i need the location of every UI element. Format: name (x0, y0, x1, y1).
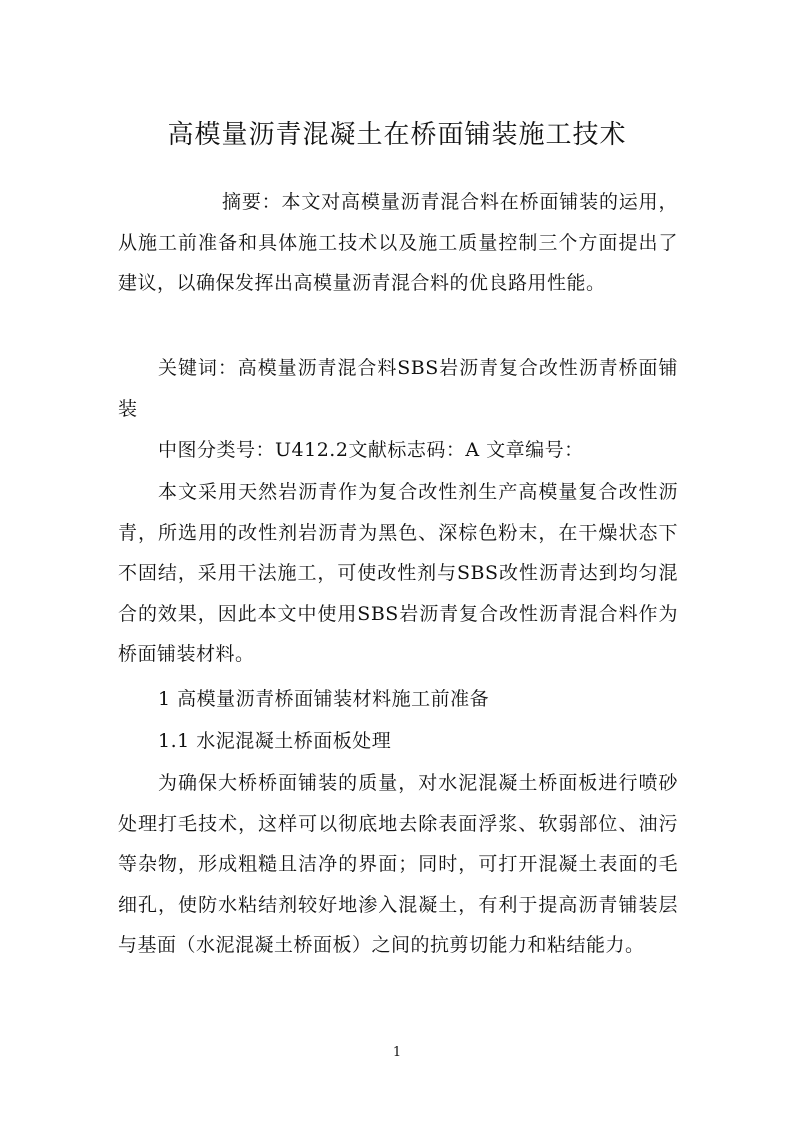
classification-line: 中图分类号：U412.2文献标志码：A 文章编号： (158, 439, 584, 461)
section-1-1-heading: 1.1 水泥混凝土桥面板处理 (158, 730, 392, 752)
section-1-1-body (118, 763, 678, 966)
keywords-block (118, 348, 678, 429)
abstract-block (118, 182, 678, 304)
abstract-paragraph: 摘要：本文对高模量沥青混合料在桥面铺装的运用，从施工前准备和具体施工技术以及施工质量控制三个方面提出了建议，以确保发挥出高模量沥青混合料的优良路用性能。 (118, 191, 678, 294)
section-1-heading: 1 高模量沥青桥面铺装材料施工前准备 (158, 688, 490, 710)
keywords-paragraph: 关键词：高模量沥青混合料SBS岩沥青复合改性沥青桥面铺装 (118, 357, 678, 420)
page-number: 1 (392, 1045, 402, 1060)
classification-block (118, 430, 678, 471)
intro-paragraph: 本文采用天然岩沥青作为复合改性剂生产高模量复合改性沥青，所选用的改性剂岩沥青为黑色、深棕色粉末，在干燥状态下不固结，采用干法施工，可使改性剂与SBS改性沥青达到均匀混合的效果，因此本文中使用SBS岩沥青复合改性沥青混合料作为桥面铺装材料。 (118, 481, 678, 665)
section-1-block (118, 679, 678, 720)
section-1-1-block (118, 721, 678, 762)
document-title: 高模量沥青混凝土在桥面铺装施工技术 (167, 120, 627, 151)
intro-block (118, 472, 678, 675)
section-1-1-paragraph: 为确保大桥桥面铺装的质量，对水泥混凝土桥面板进行喷砂处理打毛技术，这样可以彻底地去除表面浮浆、软弱部位、油污等杂物，形成粗糙且洁净的界面；同时，可打开混凝土表面的毛细孔，使防水粘结剂较好地渗入混凝土，有利于提高沥青铺装层与基面（水泥混凝土桥面板）之间的抗剪切能力和粘结能力。 (118, 772, 678, 956)
